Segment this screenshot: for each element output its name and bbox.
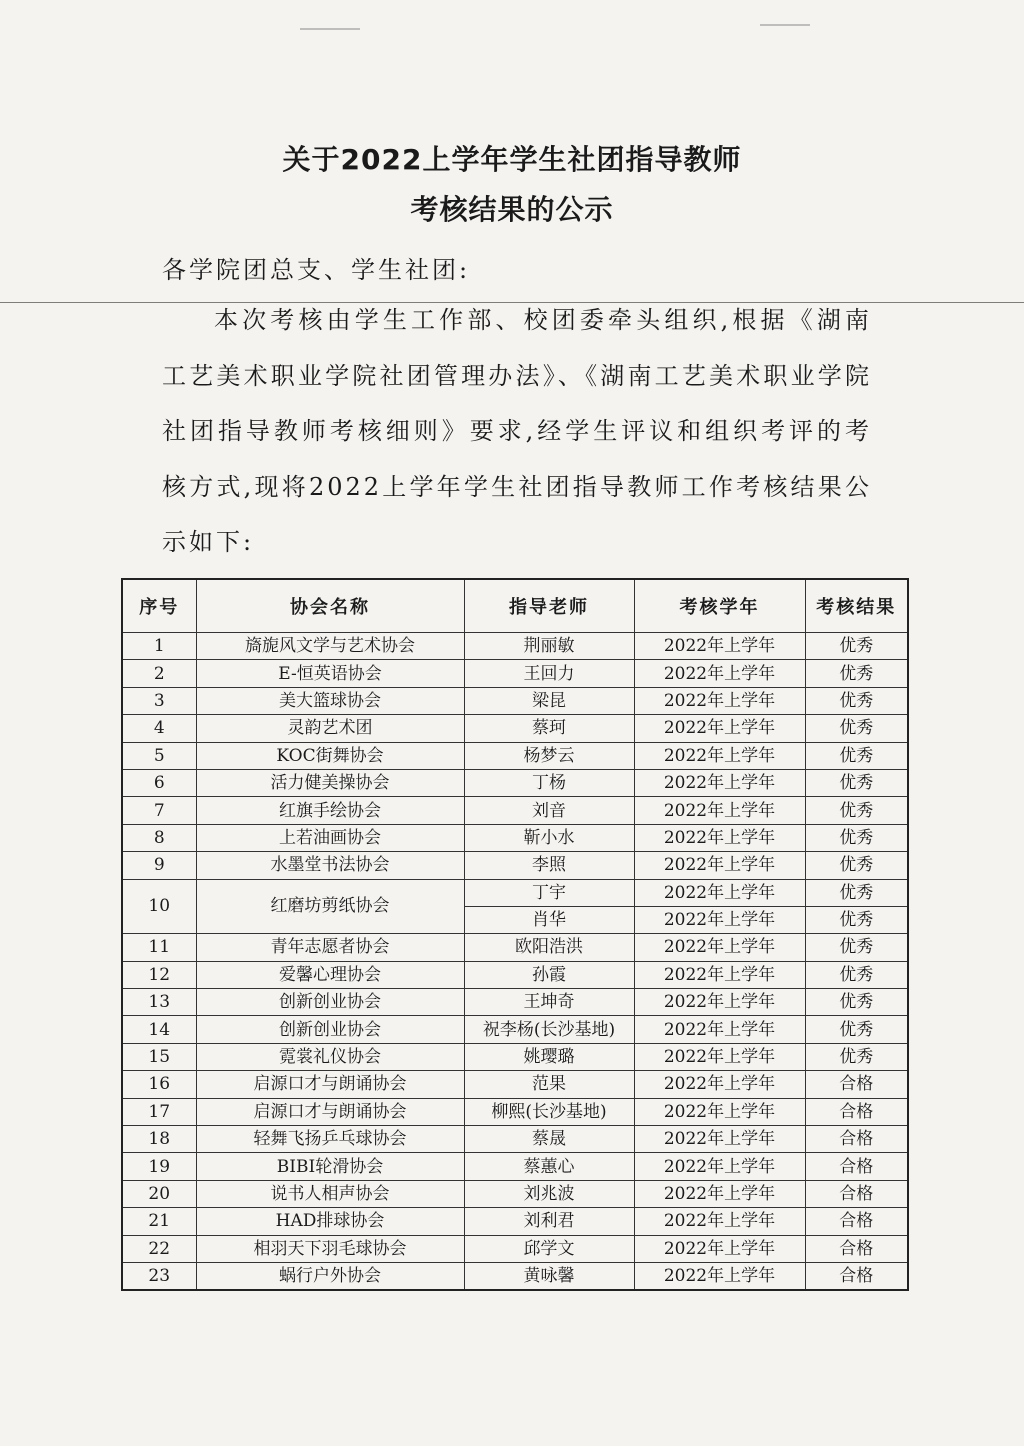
cell-teacher: 刘利君 — [464, 1208, 634, 1235]
cell-association: 相羽天下羽毛球协会 — [196, 1235, 464, 1262]
cell-result: 合格 — [805, 1153, 908, 1180]
cell-year: 2022年上学年 — [634, 824, 805, 851]
cell-year: 2022年上学年 — [634, 660, 805, 687]
cell-year: 2022年上学年 — [634, 961, 805, 988]
cell-result: 优秀 — [805, 715, 908, 742]
cell-no: 10 — [122, 879, 196, 934]
cell-association: 启源口才与朗诵协会 — [196, 1071, 464, 1098]
cell-association: 活力健美操协会 — [196, 769, 464, 796]
cell-year: 2022年上学年 — [634, 934, 805, 961]
cell-association: 水墨堂书法协会 — [196, 852, 464, 879]
cell-teacher: 邱学文 — [464, 1235, 634, 1262]
cell-teacher: 靳小水 — [464, 824, 634, 851]
cell-teacher: 姚璎璐 — [464, 1043, 634, 1070]
table-row — [122, 879, 908, 906]
cell-teacher: 李照 — [464, 852, 634, 879]
cell-teacher: 丁杨 — [464, 769, 634, 796]
table-row — [122, 797, 908, 824]
cell-year: 2022年上学年 — [634, 715, 805, 742]
cell-result: 优秀 — [805, 687, 908, 714]
scan-artifact — [300, 28, 360, 30]
cell-result: 合格 — [805, 1262, 908, 1290]
results-table — [121, 578, 909, 1291]
cell-teacher: 欧阳浩洪 — [464, 934, 634, 961]
cell-no: 18 — [122, 1126, 196, 1153]
table-row — [122, 1262, 908, 1290]
cell-year: 2022年上学年 — [634, 742, 805, 769]
cell-no: 6 — [122, 769, 196, 796]
cell-association: 灵韵艺术团 — [196, 715, 464, 742]
cell-association: 红旗手绘协会 — [196, 797, 464, 824]
cell-association: 创新创业协会 — [196, 1016, 464, 1043]
cell-teacher: 杨梦云 — [464, 742, 634, 769]
cell-teacher: 范果 — [464, 1071, 634, 1098]
cell-teacher: 孙霞 — [464, 961, 634, 988]
cell-result: 优秀 — [805, 906, 908, 933]
cell-year: 2022年上学年 — [634, 1180, 805, 1207]
cell-year: 2022年上学年 — [634, 1262, 805, 1290]
cell-result: 优秀 — [805, 989, 908, 1016]
cell-result: 合格 — [805, 1071, 908, 1098]
cell-no: 16 — [122, 1071, 196, 1098]
cell-no: 8 — [122, 824, 196, 851]
cell-result: 优秀 — [805, 852, 908, 879]
cell-result: 合格 — [805, 1180, 908, 1207]
cell-no: 13 — [122, 989, 196, 1016]
cell-no: 19 — [122, 1153, 196, 1180]
table-row — [122, 1235, 908, 1262]
table-row — [122, 660, 908, 687]
cell-result: 合格 — [805, 1098, 908, 1125]
table-row — [122, 742, 908, 769]
cell-teacher: 刘音 — [464, 797, 634, 824]
cell-teacher: 刘兆波 — [464, 1180, 634, 1207]
header-year: 考核学年 — [634, 579, 805, 633]
cell-teacher: 蔡蕙心 — [464, 1153, 634, 1180]
cell-year: 2022年上学年 — [634, 989, 805, 1016]
cell-teacher: 蔡晟 — [464, 1126, 634, 1153]
cell-year: 2022年上学年 — [634, 1208, 805, 1235]
header-no: 序号 — [122, 579, 196, 633]
cell-year: 2022年上学年 — [634, 687, 805, 714]
table-header-row — [122, 579, 908, 633]
cell-year: 2022年上学年 — [634, 906, 805, 933]
table-row — [122, 1016, 908, 1043]
cell-year: 2022年上学年 — [634, 1153, 805, 1180]
table-row — [122, 769, 908, 796]
cell-teacher: 丁宇 — [464, 879, 634, 906]
table-row — [122, 1153, 908, 1180]
table-row — [122, 961, 908, 988]
table-body — [122, 633, 908, 1291]
cell-year: 2022年上学年 — [634, 879, 805, 906]
cell-teacher: 柳熙(长沙基地) — [464, 1098, 634, 1125]
cell-no: 23 — [122, 1262, 196, 1290]
cell-association: 红磨坊剪纸协会 — [196, 879, 464, 934]
cell-result: 合格 — [805, 1235, 908, 1262]
cell-association: 说书人相声协会 — [196, 1180, 464, 1207]
cell-association: KOC街舞协会 — [196, 742, 464, 769]
cell-year: 2022年上学年 — [634, 1071, 805, 1098]
cell-no: 3 — [122, 687, 196, 714]
cell-no: 1 — [122, 633, 196, 660]
cell-result: 优秀 — [805, 824, 908, 851]
cell-association: 爱馨心理协会 — [196, 961, 464, 988]
cell-association: 旖旎风文学与艺术协会 — [196, 633, 464, 660]
cell-association: 上若油画协会 — [196, 824, 464, 851]
cell-teacher: 蔡珂 — [464, 715, 634, 742]
table-row — [122, 934, 908, 961]
cell-teacher: 荆丽敏 — [464, 633, 634, 660]
cell-association: E-恒英语协会 — [196, 660, 464, 687]
cell-no: 12 — [122, 961, 196, 988]
document-title-line2: 考核结果的公示 — [410, 193, 614, 226]
header-result: 考核结果 — [805, 579, 908, 633]
body-paragraph: 本次考核由学生工作部、校团委牵头组织,根据《湖南工艺美术职业学院社团管理办法》、《湖南工艺美术职业学院社团指导教师考核细则》要求,经学生评议和组织考评的考核方式,现将2022上学年学生社团指导教师工作考核结果公示如下: — [162, 306, 872, 556]
cell-no: 21 — [122, 1208, 196, 1235]
cell-association: 创新创业协会 — [196, 989, 464, 1016]
cell-no: 9 — [122, 852, 196, 879]
header-association: 协会名称 — [196, 579, 464, 633]
table-row — [122, 824, 908, 851]
cell-year: 2022年上学年 — [634, 797, 805, 824]
table-row — [122, 1043, 908, 1070]
cell-result: 优秀 — [805, 742, 908, 769]
cell-association: 轻舞飞扬乒乓球协会 — [196, 1126, 464, 1153]
cell-association: 青年志愿者协会 — [196, 934, 464, 961]
cell-result: 优秀 — [805, 769, 908, 796]
table-row — [122, 1071, 908, 1098]
cell-association: BIBI轮滑协会 — [196, 1153, 464, 1180]
cell-year: 2022年上学年 — [634, 769, 805, 796]
cell-association: 启源口才与朗诵协会 — [196, 1098, 464, 1125]
cell-teacher: 王坤奇 — [464, 989, 634, 1016]
cell-no: 22 — [122, 1235, 196, 1262]
cell-result: 优秀 — [805, 961, 908, 988]
cell-result: 合格 — [805, 1208, 908, 1235]
cell-year: 2022年上学年 — [634, 852, 805, 879]
header-teacher: 指导老师 — [464, 579, 634, 633]
cell-no: 11 — [122, 934, 196, 961]
cell-year: 2022年上学年 — [634, 633, 805, 660]
cell-no: 4 — [122, 715, 196, 742]
cell-association: 霓裳礼仪协会 — [196, 1043, 464, 1070]
table-row — [122, 1208, 908, 1235]
table-row — [122, 1180, 908, 1207]
table-row — [122, 633, 908, 660]
cell-no: 20 — [122, 1180, 196, 1207]
cell-year: 2022年上学年 — [634, 1043, 805, 1070]
cell-result: 优秀 — [805, 1016, 908, 1043]
table-row — [122, 687, 908, 714]
cell-no: 17 — [122, 1098, 196, 1125]
cell-year: 2022年上学年 — [634, 1126, 805, 1153]
cell-teacher: 肖华 — [464, 906, 634, 933]
cell-no: 5 — [122, 742, 196, 769]
cell-year: 2022年上学年 — [634, 1098, 805, 1125]
table-row — [122, 715, 908, 742]
document-title-line1: 关于2022上学年学生社团指导教师 — [282, 143, 742, 176]
cell-year: 2022年上学年 — [634, 1016, 805, 1043]
cell-association: HAD排球协会 — [196, 1208, 464, 1235]
cell-teacher: 黄咏馨 — [464, 1262, 634, 1290]
salutation: 各学院团总支、学生社团: — [162, 256, 471, 284]
cell-result: 优秀 — [805, 660, 908, 687]
table-row — [122, 852, 908, 879]
cell-result: 优秀 — [805, 633, 908, 660]
cell-no: 7 — [122, 797, 196, 824]
cell-no: 2 — [122, 660, 196, 687]
cell-result: 合格 — [805, 1126, 908, 1153]
table-row — [122, 989, 908, 1016]
table-row — [122, 1098, 908, 1125]
cell-result: 优秀 — [805, 797, 908, 824]
cell-no: 15 — [122, 1043, 196, 1070]
cell-association: 蜗行户外协会 — [196, 1262, 464, 1290]
cell-teacher: 梁昆 — [464, 687, 634, 714]
table-row — [122, 1126, 908, 1153]
cell-year: 2022年上学年 — [634, 1235, 805, 1262]
scan-artifact — [760, 24, 810, 26]
cell-association: 美大篮球协会 — [196, 687, 464, 714]
cell-result: 优秀 — [805, 934, 908, 961]
cell-result: 优秀 — [805, 1043, 908, 1070]
cell-result: 优秀 — [805, 879, 908, 906]
cell-no: 14 — [122, 1016, 196, 1043]
cell-teacher: 王回力 — [464, 660, 634, 687]
cell-teacher: 祝李杨(长沙基地) — [464, 1016, 634, 1043]
